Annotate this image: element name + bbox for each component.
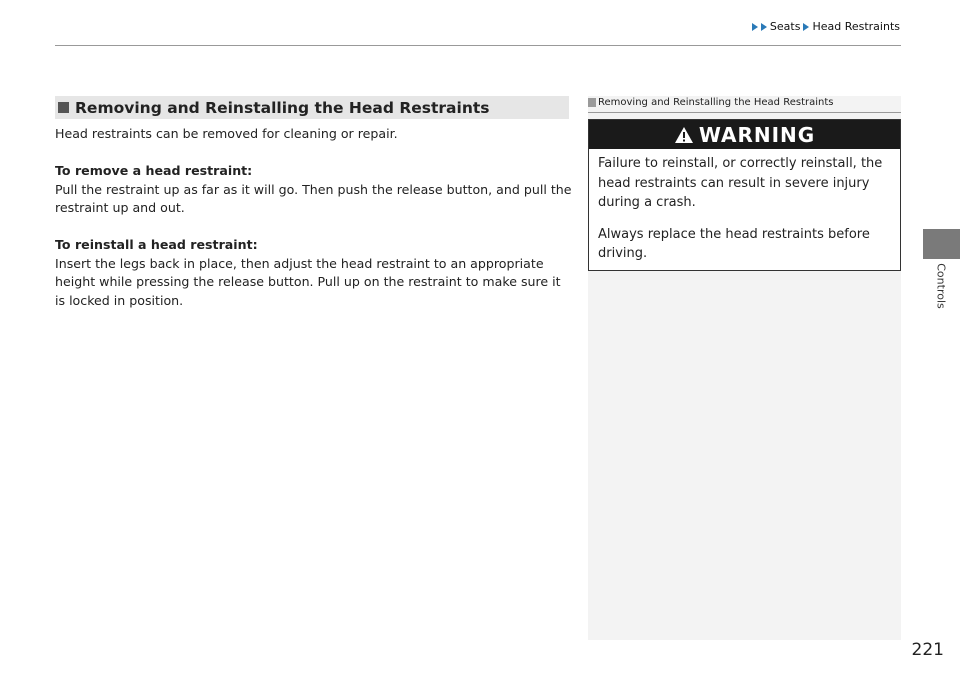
- warning-title: WARNING: [698, 122, 816, 147]
- note-divider: [588, 112, 901, 113]
- warning-box: [588, 119, 901, 271]
- reference-icon: [588, 98, 596, 107]
- warning-text-2: Always replace the head restraints before driving.: [598, 226, 870, 261]
- main-content: [55, 125, 573, 310]
- warning-header: [589, 120, 900, 149]
- section-title: Removing and Reinstalling the Head Restraints: [75, 98, 490, 117]
- warning-body: [589, 149, 900, 269]
- reinstall-heading: To reinstall a head restraint:: [55, 237, 258, 252]
- note-reference-text: Removing and Reinstalling the Head Restraints: [598, 97, 834, 108]
- remove-instructions: Pull the restraint up as far as it will go. Then push the release button, and pull the restraint up and out.: [55, 181, 572, 215]
- chapter-tab-marker: [923, 229, 960, 259]
- chapter-tab-label: Controls: [934, 263, 948, 309]
- square-icon: [58, 102, 69, 113]
- note-reference: [588, 97, 833, 108]
- remove-heading: To remove a head restraint:: [55, 163, 253, 178]
- intro-paragraph: Head restraints can be removed for cleaning or repair.: [55, 126, 398, 141]
- warning-triangle-icon: [674, 126, 694, 144]
- section-header: [55, 96, 569, 119]
- triangle-right-icon: [752, 23, 758, 31]
- reinstall-instructions: Insert the legs back in place, then adjust the head restraint to an appropriate height while pressing the release button. Pull up on the restraint to make sure it is locked in position.: [55, 255, 561, 308]
- triangle-right-icon: [761, 23, 767, 31]
- page-number: 221: [911, 640, 944, 660]
- breadcrumb-item-seats[interactable]: Seats: [769, 20, 801, 33]
- triangle-right-icon: [803, 23, 809, 31]
- breadcrumb-item-head-restraints[interactable]: Head Restraints: [812, 20, 900, 33]
- warning-text-1: Failure to reinstall, or correctly reinstall, the head restraints can result in severe injury during a crash.: [598, 156, 883, 210]
- breadcrumb: [752, 20, 900, 33]
- header-divider: [55, 45, 901, 46]
